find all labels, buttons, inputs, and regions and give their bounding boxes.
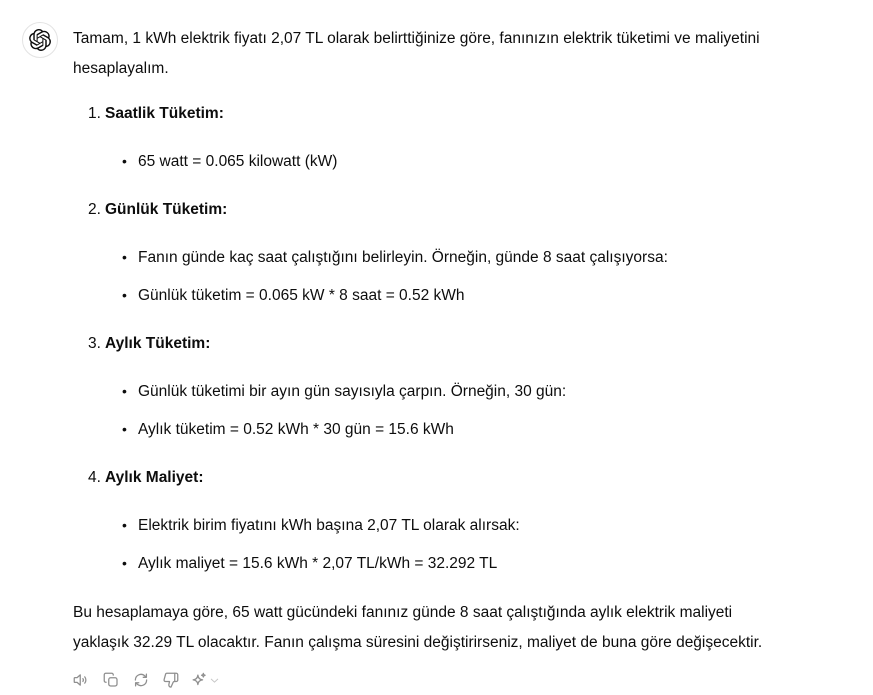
bullet-item [122,281,851,310]
item-number: 1. [88,105,101,122]
item-number: 4. [88,469,101,486]
bullet-dot: • [122,517,127,533]
bullet-text: Günlük tüketimi bir ayın gün sayısıyla çarpın. Örneğin, 30 gün: [138,383,567,400]
refresh-icon [132,671,150,689]
bullet-text: Elektrik birim fiyatını kWh başına 2,07 TL olarak alırsak: [138,517,520,534]
bullet-item [122,377,851,406]
item-title: Saatlik Tüketim: [105,105,224,122]
thumbs-down-icon [162,671,180,689]
calculation-list [73,100,851,578]
intro-paragraph [73,24,851,84]
bullet-text: Aylık maliyet = 15.6 kWh * 2,07 TL/kWh = 32.292 TL [138,555,498,572]
bad-response-button[interactable] [158,667,184,693]
item-number: 3. [88,335,101,352]
intro-line-2: hesaplayalım. [73,60,169,77]
copy-button[interactable] [98,667,124,693]
item-number: 2. [88,201,101,218]
list-item-monthly-consumption [73,330,851,444]
assistant-avatar [22,22,58,58]
chevron-down-icon [208,674,221,687]
speaker-icon [72,671,90,689]
list-item-daily [73,196,851,310]
bullet-item [122,549,851,578]
bullet-dot: • [122,555,127,571]
openai-logo-icon [29,29,51,51]
regenerate-button[interactable] [128,667,154,693]
sparkle-icon [190,671,208,689]
outro-paragraph [73,598,851,658]
bullet-dot: • [122,153,127,169]
bullet-item [122,243,851,272]
switch-model-button[interactable] [188,667,223,693]
intro-line-1: Tamam, 1 kWh elektrik fiyatı 2,07 TL olarak belirttiğinize göre, fanınızın elektrik tüketimi ve maliyetini [73,30,760,47]
read-aloud-button[interactable] [68,667,94,693]
item-title: Aylık Maliyet: [105,469,204,486]
bullet-text: Aylık tüketim = 0.52 kWh * 30 gün = 15.6 kWh [138,421,454,438]
item-title: Günlük Tüketim: [105,201,228,218]
bullet-text: Günlük tüketim = 0.065 kW * 8 saat = 0.52 kWh [138,287,465,304]
bullet-dot: • [122,287,127,303]
bullet-text: Fanın günde kaç saat çalıştığını belirleyin. Örneğin, günde 8 saat çalışıyorsa: [138,249,668,266]
bullet-item [122,147,851,176]
list-item-monthly-cost [73,464,851,578]
bullet-dot: • [122,421,127,437]
message-content [73,22,851,693]
list-item-hourly [73,100,851,176]
copy-icon [102,671,120,689]
outro-line-1: Bu hesaplamaya göre, 65 watt gücündeki fanınız günde 8 saat çalıştığında aylık elektrik maliyeti [73,604,733,621]
message-action-bar [68,667,851,693]
outro-line-2: yaklaşık 32.29 TL olacaktır. Fanın çalışma süresini değiştirirseniz, maliyet de buna göre değişecektir. [73,634,763,651]
bullet-item [122,415,851,444]
item-title: Aylık Tüketim: [105,335,211,352]
bullet-dot: • [122,249,127,265]
bullet-text: 65 watt = 0.065 kilowatt (kW) [138,153,338,170]
bullet-item [122,511,851,540]
bullet-dot: • [122,383,127,399]
